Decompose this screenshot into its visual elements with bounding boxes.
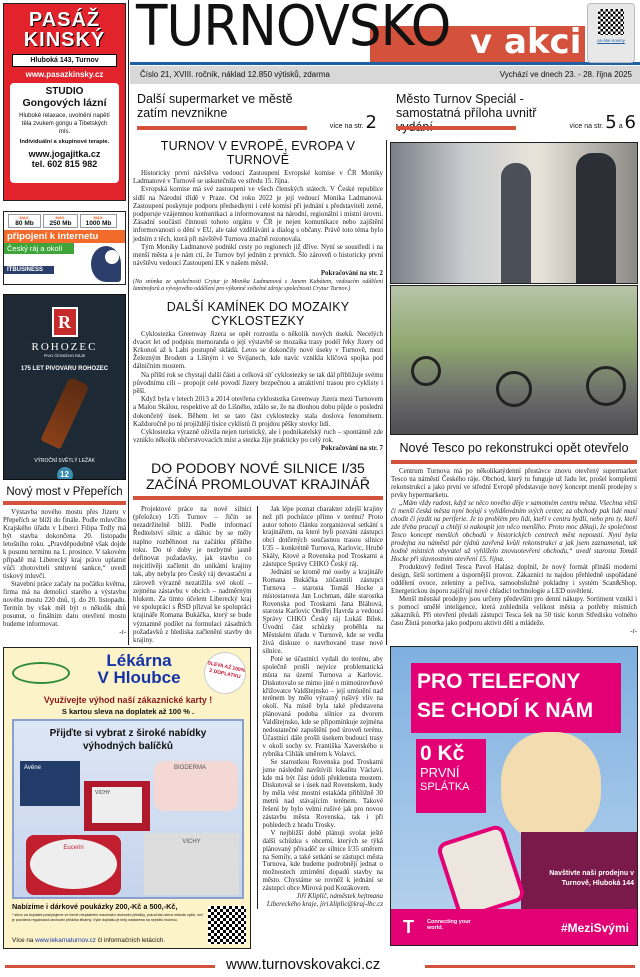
rohozec-sub: PIVO ČESKÉHO RÁJE: [43, 353, 86, 358]
signature: -r-: [119, 629, 126, 636]
continued-link[interactable]: Pokračování na str. 2: [320, 270, 383, 278]
teaser-special[interactable]: [396, 92, 636, 132]
studio-label: STUDIO: [45, 86, 84, 97]
woman-photo: [501, 732, 601, 842]
discount-badge: SLEVA AŽ 100% Z DOPLATKU: [200, 648, 250, 698]
speed-80: 80 Mb: [15, 220, 34, 227]
masthead-title: TURNOVSKO: [136, 0, 451, 59]
road-col-1: [133, 506, 252, 645]
telekom-t-icon: T: [403, 917, 414, 937]
internet-region: Český ráj a okolí: [4, 243, 74, 254]
offer-box: [12, 719, 244, 899]
pasaz-name: PASÁŽ KINSKÝ: [23, 9, 106, 51]
bridge-body: [3, 509, 126, 637]
internet-headline: připojení k internetu: [4, 230, 125, 243]
teaser-title: Další supermarket ve městě zatím nevznikne: [137, 92, 293, 120]
product-vichy-2: VICHY: [144, 833, 239, 895]
price-box: [416, 739, 486, 813]
tmobile-hashtag: #MeziSvými: [560, 921, 629, 935]
masthead-suffix: v akci: [470, 22, 582, 62]
pasaz-address: Hluboká 143, Turnov: [12, 54, 117, 67]
paragraph: Jednání se kromě mé osoby a krajináře Romana Bukáčka zúčastnili zástupci Turnova – starosta Tomáš Hocke a místostarosta Jan Lochman, dále starostka Rovenska pod Troskami Jana Bláhová, starosta Karlovic Ondřej Havrda a vedoucí Správy CHKO Český ráj Lukáš Bílek. Úvodní část schůzky proběhla na Městském úřadu v Turnově, kde se vedla živá diskuze o navrhované trase nové silnice.: [262, 568, 383, 655]
tmobile-slogan: Connecting your world.: [427, 919, 471, 931]
speed-250: 250 Mb: [49, 220, 72, 227]
beer-bottle-image: [40, 377, 90, 450]
speed-1000: 1000 Mb: [85, 220, 112, 227]
header-blue-line: [130, 62, 640, 65]
paragraph: Projektové práce na nové silnici (přeložce) I/35 Turnov – Jičín se nezadržitelně blíží. Podle informací Ředitelství silnic a dálnic by se měly naplno rozběhnout na začátku příštího roku. Do té doby je nezbytné jasně definovat požadavky, jak stavbu co nejcitlivěji začlenit do unikátní krajiny tak, aby nebyla pro Český ráj devastační a zároveň výrazně nezatížila své okolí – zejména zástavbu v obcích – nadměrným hlukem. Za tímto účelem Liberecký kraj ve spolupráci s ŘSD přizval ke spolupráci krajináře Romana Bukáčka, který se bude významně podílet na formulaci zásadních požadavků z hlediska začlenění stavby do krajiny.: [133, 505, 252, 644]
paragraph: Se starostkou Rovenska pod Troskami jsme následně navštívili lokalitu Václaví, kde má být část údolí překlenuta mostem. Diskutoval se i úsek nad Rovenskem, kudy by měla vést mostní estakáda přibližně 30 metrů nad stávajícím terénem. Takové řešení by bylo velmi rušivé jak pro novou zástavbu města Rovenska, tak i při pohledech z hradu Trosky.: [262, 758, 383, 829]
tmobile-ad[interactable]: [390, 646, 638, 946]
pasaz-kinsky-ad[interactable]: [3, 3, 126, 201]
product-avene: Avène: [20, 761, 80, 806]
phone-image: [435, 823, 526, 921]
vouchers: Nabízíme i dárkové poukázky 200,-Kč a 500,-Kč,: [12, 902, 178, 911]
bridge-article: [3, 486, 126, 637]
issue-dates: Vychází ve dnech 23. - 28. října 2025: [499, 70, 632, 79]
studio-web: www.jogajitka.cz: [28, 149, 101, 159]
road-title-line1: DO PODOBY NOVÉ SILNICE I/35: [151, 459, 365, 476]
paragraph: Tým Moniky Ladmanové podnikl cesty po regionech již dříve. Nyní se soustředí i na menší města a je nám ctí, že Turnov byl jedním z prvních. Šlo zároveň o historicky první návštěvu vedoucí Zastoupení EK v našem městě.: [133, 243, 383, 268]
rohozec-logo-icon: R: [52, 307, 78, 337]
paragraph: Produktový ředitel Tesca Pavol Halász doplnil, že nový formát přináší moderní design, širší sortiment a úspornější provoz. Zákazníci tu najdou přehledně uspořádané oddělení ovoce, zeleniny a pečiva, samoobslužné pokladny i systém Scan&Shop. Energetickou úsporu zajišťují nové chladicí technologie a LED osvětlení.: [391, 564, 637, 595]
teaser-supermarket[interactable]: [137, 92, 377, 132]
lekarna-discount: S kartou sleva na doplatek až 100 % .: [61, 707, 195, 716]
rohozec-beer-ad[interactable]: [3, 294, 126, 480]
max-label: MAX.: [93, 215, 104, 220]
online-link[interactable]: on-line noviny: [597, 38, 625, 43]
cycle-title: DALŠÍ KAMÍNEK DO MOZAIKY CYKLOSTEZKY: [166, 299, 350, 328]
max-label: MAX.: [55, 215, 66, 220]
price-sub1: PRVNÍ: [420, 765, 460, 780]
tesco-title: Nové Tesco po rekonstrukci opět otevřelo: [399, 441, 629, 455]
cycle-article: [133, 300, 383, 454]
lekarna-name2: V Hloubce: [97, 668, 181, 687]
paragraph: Poté se účastníci vydali do terénu, aby společně prošli nejvíce problematická místa na území Turnova a Karlovic. Diskutovalo se mimo jiné o mimoúrovňové křižovatce Valdštejnsko – její umístění nad terénem by mělo výrazný rušivý vliv na okolí. Na místě byla také představena plánovaná podoba silnice za dvorem Valdštejnsko, kde se připomínkuje zejména nedostatečné zapuštění pod úroveň terénu. Účastníci dále prošli úsekem budoucí trasy v okolí sochy sv. Františka Xaverského u rybníka Cihlák směrem k Volavci.: [262, 655, 383, 758]
paragraph: Centrum Turnova má po několikatýdenní přestávce znovu otevřený supermarket Tesco na náměstí Českého ráje. Obchod, který tu funguje už řadu let, prošel kompletní rekonstrukcí a jako první ve střední Evropě představuje nový koncept menší prodejny s prvky hypermarketu.: [391, 468, 637, 499]
rohozec-brand: ROHOZEC: [31, 341, 98, 353]
studio-phone: tel. 602 815 982: [31, 159, 98, 169]
rohozec-anniv: 175 LET PIVOVARU ROHOZEC: [20, 366, 109, 372]
lekarna-card: Využívejte výhod naší zákaznické karty !: [43, 695, 213, 705]
road-title: [133, 460, 383, 492]
footer-url[interactable]: www.turnovskovakci.cz: [226, 956, 381, 973]
bird-mascot-icon: [91, 246, 121, 282]
lekarna-more: Více na www.lekarnaturnov.cz či informačních letácích.: [12, 937, 166, 944]
internet-ad[interactable]: [3, 211, 126, 285]
paragraph: Cyklostezka výrazně oživila nejen turistický, ale i podnikatelský ruch – spontánně zde vzniklo několik občerstvovacích míst a stezka žije prakticky po celý rok.: [133, 429, 383, 445]
issue-bar: [130, 66, 640, 84]
rohozec-beer: VÝROČNÍ SVĚTLÝ LEŽÁK: [34, 458, 95, 464]
paragraph: V nejbližší době plánuji svolat ještě další schůzku s obcemi, kterých se týká plánovaný přivaděč ze silnice I/35 směrem na Semily, a také setkání se zástupci města Turnova, kde budeme podrobněji jednat o možnostech zmírnění dopadů stavby na město. Chystáme se rovněž k jednání se zástupci obce Mírová pod Kozákovem.: [262, 829, 383, 893]
road-title-line2: ZAČÍNÁ PROMLOUVAT KRAJINÁŘ: [145, 475, 371, 492]
itbusiness-logo: ITBUSINESS: [4, 266, 54, 274]
continued-link[interactable]: Pokračování na str. 7: [320, 445, 383, 453]
issue-info: Číslo 21, XVIII. ročník, náklad 12.850 výtisků, zdarma: [140, 70, 330, 79]
product-bioderma: BIODERMA: [154, 761, 238, 811]
paragraph: „Mám vždy radost, když se něco nového děje v samotném centru města. Všechna větší či menší česká města nyní bojují s vylidňováním svých center, za obchody pak lidé musí chodit či jezdit na periferie. Je to problém pro lidi, kteří v centru bydlí, nebo pro ty, kteří zde třeba pracují a chtějí si nakoupit jen něco menšího. Proto moc děkuji, že společnost Tesco koncept menších obchodů v historických centrech měst nepoustí. Nyní byla prodejna na náměstí pár týdnů zavřená kvůli rekonstrukci a jak jsem zaznamenal, tak hodně místních obyvatel už vyhlíželo znovuotevření obchodu,“ uvedl starosta Tomáš Hocke při slavnostním otevření 15. října.: [391, 500, 637, 563]
tmobile-visit: Navštivte naši prodejnu v Turnově, Hluboká 144: [549, 870, 634, 887]
studio-box: [10, 83, 119, 183]
bridge-title: Nový most v Přepeřích: [6, 486, 123, 498]
online-tablet-qr[interactable]: [587, 3, 635, 63]
qr-code-icon: [208, 906, 246, 944]
teaser-title: Město Turnov Speciál - samostatná příloha uvnitř: [396, 92, 537, 120]
europe-title: TURNOV V EVROPĚ, EVROPA V TURNOVĚ: [160, 139, 356, 167]
paragraph: Jak lépe poznat charakter zdejší krajiny než při pochůzce přímo v terénu? Proto autor tohoto článku zorganizoval setkání s krajinářem, na které byli pozváni zástupci obcí dotčených současnou trasou silnice I/35 – konkrétně Turnova, Karlovic, Hrubé Skály, Ktové a Rovenska pod Troskami a zástupce Správy CHKO Český ráj.: [262, 505, 383, 569]
tesco-article: [391, 441, 637, 636]
speed-boxes: [4, 212, 125, 228]
lekarna-ad[interactable]: [3, 647, 251, 949]
road-col-2: [263, 506, 383, 909]
teaser-more: více na str. 5 a 6: [569, 112, 636, 133]
offer-text: Přijďte si vybrat z široké nabídky výhodných balíčků: [49, 728, 207, 752]
teaser-more: více na str. 2: [329, 112, 377, 133]
rohozec-degree: 12: [57, 467, 73, 480]
paragraph: Historicky první návštěva vedoucí Zastoupení Evropské komise v ČR Moniky Ladmanové v Turnově se uskutečnila ve středu 15. října.: [133, 170, 383, 186]
paragraph: Cyklostezka Greenway Jizera se opět rozrostla o několik nových úseků. Necelých dvacet let od podpisu memoranda o její výstavbě se mozaika trasy podél řeky Jizery od Krkonoš až k Labi postupně skládá. Letos se dokončily nové úseky v Turnově, mezi Železným Brodem a Líšným i ve Svijanech, kde navíc vznikla klíčová spojka pod dálničním mostem.: [133, 330, 383, 371]
lekarna-link[interactable]: www.lekarnaturnov.cz: [35, 937, 96, 944]
fine-print: * slevu na doplatek poskytujeme ve formě neuplatnění maximální obchodní přirážky, pokud tato sleva nebude vyšší, než je povolená regulovaná obchodní přirážka lékárny. Výše doplatku je tedy nastavena na nejnižší možnou.: [12, 913, 203, 922]
qr-code-icon: [598, 9, 624, 35]
europe-article: [133, 139, 383, 294]
product-vichy: VICHY: [92, 787, 142, 823]
studio-desc: Hluboké relaxace, uvolnění napětí těla zvukem gongu a Tibetských mís.: [19, 113, 110, 135]
studio-name: Gongových lázní: [22, 97, 107, 109]
paragraph: Menší městské prodejny jsou určeny především pro denní nákupy. Sortiment vznikl i s pomocí umělé inteligence, která zohlednila velikost města a potřeby místních zákazníků. Při otevření předali zástupci Tesca šek na 50 tisíc korun Středisku volného času Žlutá ponorka jako podporu aktivit dětí a mládeže.: [391, 596, 637, 627]
product-eucerin: Eucerin: [30, 839, 117, 889]
tmobile-price: 0 Kč: [420, 742, 465, 765]
paragraph: Na příští rok se chystají další části a celková síť cyklostezky se tak dál přibližuje svému původnímu cíli – propojit celé povodí Jizery bezpečnou a atraktivní trasou pro cyklisty i pěší.: [133, 371, 383, 396]
signature: -r-: [630, 628, 637, 635]
photo-caption: (Na snímku ze společnosti Crytur je Monika Ladmanová s Janem Kubátem, vedoucím oddělení laminoforů a vývojového oddělení pro výkonné světelné zdroje společnosti Crytur Turnov.): [133, 278, 383, 293]
pharmacy-logo-icon: [12, 662, 70, 684]
photo-ladmanova-crytur: [390, 142, 638, 284]
paragraph: Stavební práce začaly na počátku května, firma má na demolici starého a výstavbu nového mostu 220 dnů, tj. do 20. listopadu. Termín by však měl být o několik dnů posunut, o finálním datu otevření mostu budeme informovat.: [3, 581, 126, 628]
paragraph: Evropská komise má své zastoupení ve všech členských státech. V České republice sídlí na Národní třídě v Praze. Od roku 2022 je její vedoucí Monika Ladmanová. Zastoupení poskytuje podporu předsedkyni i celé komisi při jednání s představiteli země, podporuje vzájemnou komunikaci a informovanost na národní, regionální i místní úrovni. Zásadní součástí činnosti tohoto orgánu v ČR je nejen komunikace nebo zajištění informovanosti o dění v EU, ale také vzdělávání a dialog s občany. Právě toto téma bylo jedním z těch, která při návštěvě Turnova značně rezonovala.: [133, 186, 383, 243]
author: Jiří Kliplíč, náměstek hejtmana Libereckého kraje, jiri.kliplic@kraj-lbc.cz: [266, 893, 383, 908]
max-label: MAX.: [19, 215, 30, 220]
paragraph: Když byla v letech 2013 a 2014 otevřena cyklostezka Greenway Jizera mezi Turnovem a Malou Skálou, respektive až do Líšného, zdálo se, že na dlouhou dobu půjde o poslední dokončený úsek. Během let se tato část cyklostezky stala doslova fenoménem. Každoročně po ní projíždějí tisíce cyklistů či projdou pěšky stovky lidí.: [133, 396, 383, 428]
photo-cyclists: [390, 285, 638, 435]
pasaz-web: www.pasazkinsky.cz: [25, 70, 104, 79]
studio-therapy: Individuální a skupinové terapie.: [19, 139, 110, 145]
tmobile-headline1: PRO TELEFONY: [417, 670, 581, 693]
lekarna-name1: Lékárna: [106, 651, 172, 670]
price-sub2: SPLÁTKA: [420, 781, 470, 793]
paragraph: Výstavba nového mostu přes Jizeru v Přepeřích se blíží do finále. Podle mluvčího Krajského úřadu v Liberci Filipa Trdly má být stavba dokončena 20. listopadu letošního roku. „Pravděpodobně však dojde k posunu termínu na 1. prosince. V takovém případě má Liberecký kraj právo uplatnit vůči zhotoviteli smluvní sankce,“ uvedl tiskový mluvčí.: [3, 509, 126, 580]
tmobile-headline2: SE CHODÍ K NÁM: [417, 699, 594, 722]
